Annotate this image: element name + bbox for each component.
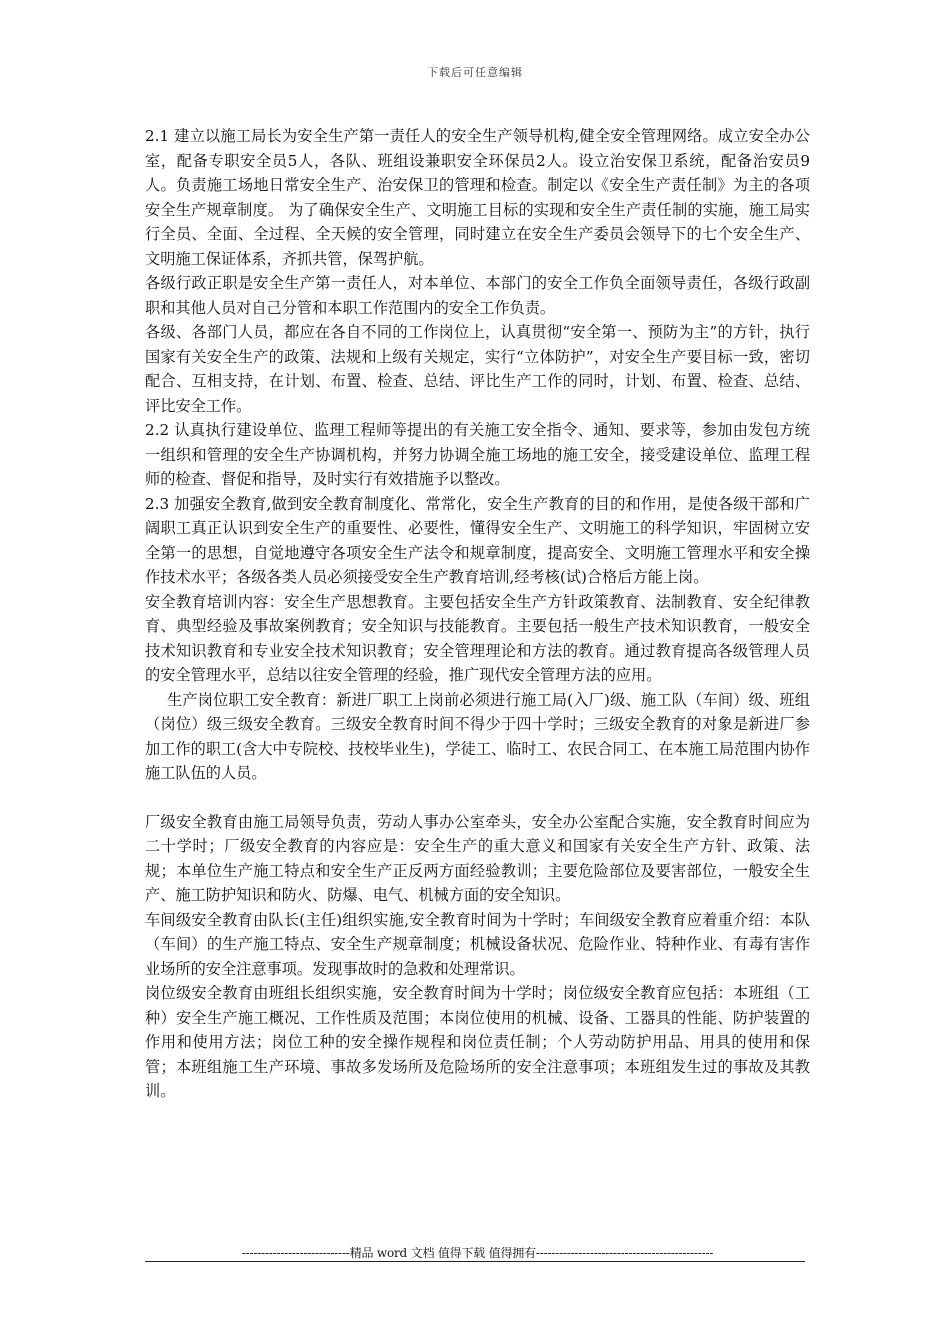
paragraph-workshop-level: 车间级安全教育由队长(主任)组织实施,安全教育时间为十学时；车间级安全教育应着重介绍：本队（车间）的生产施工特点、安全生产规章制度；机械设备状况、危险作业、特种作业、有毒有害作业场所的安全注意事项。发现事故时的急救和处理常识。 [145, 910, 810, 978]
paragraph-responsibility: 各级行政正职是安全生产第一责任人，对本单位、本部门的安全工作负全面领导责任，各级行政副职和其他人员对自己分管和本职工作范围内的安全工作负责。 [145, 274, 810, 317]
document-body [145, 124, 810, 1104]
paragraph-departments: 各级、各部门人员，都应在各自不同的工作岗位上，认真贯彻“安全第一、预防为主”的方针，执行国家有关安全生产的政策、法规和上级有关规定，实行“立体防护”，对安全生产要目标一致，密切配合、互相支持，在计划、布置、检查、总结、评比生产工作的同时，计划、布置、检查、总结、评比安全工作。 [145, 323, 810, 415]
page-footer: ----------------------------精品 word 文档 值得下载 值得拥有---------------------------------------------- [241, 1246, 714, 1260]
page-header: 下载后可任意编辑 [427, 66, 523, 79]
paragraph-2-1: 2.1 建立以施工局长为安全生产第一责任人的安全生产领导机构,健全安全管理网络。成立安全办公室，配备专职安全员5人，各队、班组设兼职安全环保员2人。设立治安保卫系统，配备治安员9人。负责施工场地日常安全生产、治安保卫的管理和检查。制定以《安全生产责任制》为主的各项安全生产规章制度。 为了确保安全生产、文明施工目标的实现和安全生产责任制的实施，施工局实行全员、全面、全过程、全天候的安全管理，同时建立在安全生产委员会领导下的七个安全生产、文明施工保证体系，齐抓共管，保驾护航。 [145, 127, 810, 268]
paragraph-2-3: 2.3 加强安全教育,做到安全教育制度化、常常化，安全生产教育的目的和作用，是使各级干部和广阔职工真正认识到安全生产的重要性、必要性，懂得安全生产、文明施工的科学知识，牢固树立安全第一的思想，自觉地遵守各项安全生产法令和规章制度，提高安全、文明施工管理水平和安全操作技术水平；各级各类人员必须接受安全生产教育培训,经考核(试)合格后方能上岗。 [145, 494, 810, 586]
paragraph-training-content: 安全教育培训内容：安全生产思想教育。主要包括安全生产方针政策教育、法制教育、安全纪律教育、典型经验及事故案例教育；安全知识与技能教育。主要包括一般生产技术知识教育，一般安全技术知识教育和专业安全技术知识教育；安全管理理论和方法的教育。通过教育提高各级管理人员的安全管理水平，总结以往安全管理的经验，推广现代安全管理方法的应用。 [145, 592, 810, 684]
paragraph-worker-education: 生产岗位职工安全教育：新进厂职工上岗前必须进行施工局(入厂)级、施工队（车间）级、班组（岗位）级三级安全教育。三级安全教育时间不得少于四十学时；三级安全教育的对象是新进厂参加工作的职工(含大中专院校、技校毕业生)，学徒工、临时工、农民合同工、在本施工局范围内协作施工队伍的人员。 [145, 690, 810, 782]
paragraph-factory-level: 厂级安全教育由施工局领导负责，劳动人事办公室牵头，安全办公室配合实施，安全教育时间应为二十学时；厂级安全教育的内容应是：安全生产的重大意义和国家有关安全生产方针、政策、法规；本单位生产施工特点和安全生产正反两方面经验教训；主要危险部位及要害部位，一般安全生产、施工防护知识和防火、防爆、电气、机械方面的安全知识。 [145, 812, 810, 904]
paragraph-2-2: 2.2 认真执行建设单位、监理工程师等提出的有关施工安全指令、通知、要求等，参加由发包方统一组织和管理的安全生产协调机构，并努力协调全施工场地的施工安全，接受建设单位、监理工程师的检查、督促和指导，及时实行有效措施予以整改。 [145, 421, 810, 488]
paragraph-post-level: 岗位级安全教育由班组长组织实施，安全教育时间为十学时；岗位级安全教育应包括：本班组（工种）安全生产施工概况、工作性质及范围；本岗位使用的机械、设备、工器具的性能、防护装置的作用和使用方法；岗位工种的安全操作规程和岗位责任制；个人劳动防护用品、用具的使用和保管；本班组施工生产环境、事故多发场所及危险场所的安全注意事项；本班组发生过的事故及其教训。 [145, 984, 810, 1100]
footer-rule [145, 1261, 805, 1262]
